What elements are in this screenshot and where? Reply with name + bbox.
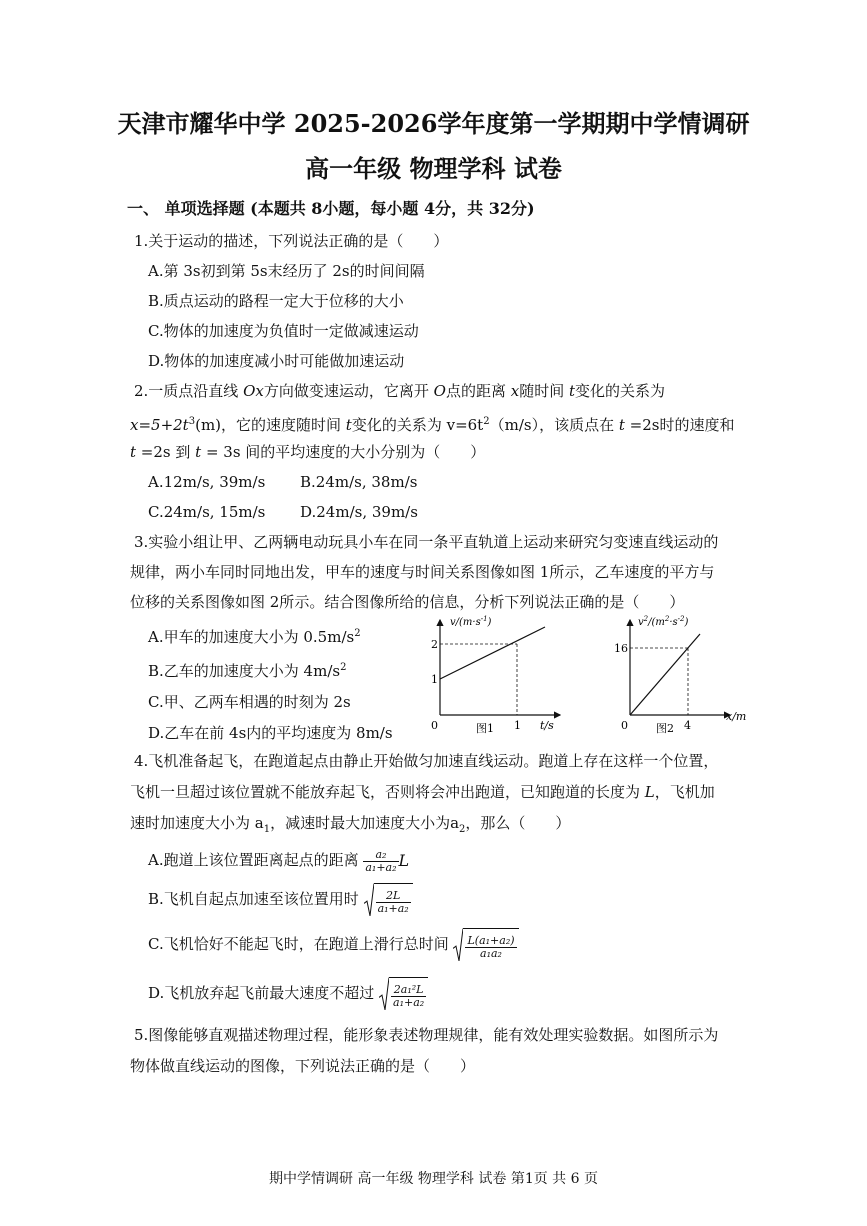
q2-sup: 3 <box>188 416 196 427</box>
q2-var-o: O <box>433 382 446 400</box>
q2-text: (m)，它的速度随时间 <box>195 416 346 434</box>
q2-text: 变化的关系为 v=6t <box>351 416 484 434</box>
q4-option-c-text: C.飞机恰好不能起飞时，在跑道上滑行总时间 <box>148 935 454 953</box>
q3-option-a-sup: 2 <box>354 628 361 639</box>
q2-text: （m/s），该质点在 <box>489 416 619 434</box>
q3-option-a-text: A.甲车的加速度大小为 0.5m/s <box>148 628 355 646</box>
q2-option-d: D.24m/s, 39m/s <box>300 503 418 521</box>
q4-option-a <box>148 845 409 876</box>
frac-numerator: a₂ <box>363 849 398 862</box>
fig1-tick-y1: 1 <box>431 673 438 686</box>
fig1-origin: 0 <box>431 719 438 732</box>
fig2-line <box>630 634 700 715</box>
fig1-ylabel: $v/(m\cdot s^{-1})$ <box>450 615 492 628</box>
q1-option-a: A.第 3s初到第 5s末经历了 2s的时间间隔 <box>148 262 425 280</box>
figure-2-v2x-graph <box>612 612 754 738</box>
q3-line3: 位移的关系图像如图 2所示。结合图像所给的信息，分析下列说法正确的是（ ） <box>130 593 685 611</box>
sqrt-symbol <box>453 928 518 962</box>
q4-option-c <box>148 928 519 962</box>
q4-text: 速时加速度大小为 a <box>130 814 264 832</box>
q2-text: 随时间 <box>519 382 569 400</box>
frac-numerator: L(a₁+a₂) <box>467 933 515 947</box>
q2-text: 点的距离 <box>445 382 511 400</box>
q4-line2 <box>130 783 715 801</box>
q2-text: 方向做变速运动，它离开 <box>263 382 434 400</box>
q2-line3 <box>130 443 485 461</box>
frac-numerator: 2a₁²L <box>391 984 426 997</box>
exam-subtitle: 高一年级 物理学科 试卷 <box>305 154 562 183</box>
fig2-tick-y: 16 <box>614 642 628 655</box>
q5-line2: 物体做直线运动的图像，下列说法正确的是（ ） <box>130 1057 476 1075</box>
q4-var-l: L <box>398 851 410 870</box>
fig1-caption: 图1 <box>476 722 494 735</box>
q2-var-x: x <box>510 382 520 400</box>
q2-text: =2s时的速度和 <box>624 416 735 434</box>
fig1-line <box>440 627 545 679</box>
radical-icon <box>453 928 463 962</box>
page-footer: 期中学情调研 高一年级 物理学科 试卷 第1页 共 6 页 <box>269 1171 598 1187</box>
q4-option-d-text: D.飞机放弃起飞前最大速度不超过 <box>148 984 380 1002</box>
fig2-ylabel: $v^2/(m^2\cdot s^{-2})$ <box>638 615 689 628</box>
q3-option-b-text: B.乙车的加速度大小为 4m/s <box>148 662 341 680</box>
q5-line1: 5.图像能够直观描述物理过程，能形象表述物理规律，能有效处理实验数据。如图所示为 <box>134 1026 719 1044</box>
q4-text: ，减速时最大加速度大小为a <box>270 814 460 832</box>
radical-icon <box>379 977 389 1011</box>
q1-option-b: B.质点运动的路程一定大于位移的大小 <box>148 292 404 310</box>
q3-option-b-sup: 2 <box>340 662 347 673</box>
q2-option-c: C.24m/s, 15m/s <box>148 503 266 521</box>
q4-option-b-text: B.飞机自起点加速至该位置用时 <box>148 890 364 908</box>
exam-title: 天津市耀华中学 2025-2026学年度第一学期期中学情调研 <box>117 109 750 138</box>
q2-var-t: t <box>568 382 576 400</box>
frac-denominator: a₁+a₂ <box>365 860 397 874</box>
frac-denominator: a₁a₂ <box>480 946 502 960</box>
q2-sup: 2 <box>483 416 490 427</box>
q2-text: = 3s 间的平均速度的大小分别为（ ） <box>201 443 486 461</box>
q4-sub: 1 <box>263 824 271 835</box>
q4-option-a-fraction <box>363 849 398 874</box>
q2-var-t: t <box>618 416 625 434</box>
q3-option-a <box>148 625 361 646</box>
q1-option-c: C.物体的加速度为负值时一定做减速运动 <box>148 322 419 340</box>
fig2-tick-x: 4 <box>684 719 691 732</box>
q1-option-d: D.物体的加速度减小时可能做加速运动 <box>148 352 405 370</box>
q1-stem: 1.关于运动的描述，下列说法正确的是（ ） <box>134 232 449 250</box>
q2-var-t: t <box>195 443 202 461</box>
q3-line2: 规律，两小车同时同地出发，甲车的速度与时间关系图像如图 1所示，乙车速度的平方与 <box>130 563 715 581</box>
q2-var-t: t <box>130 443 137 461</box>
fig2-xlabel: x/m <box>726 710 747 723</box>
q2-text: 变化的关系为 <box>575 382 666 400</box>
q3-line1: 3.实验小组让甲、乙两辆电动玩具小车在同一条平直轨道上运动来研究匀变速直线运动的 <box>134 533 719 551</box>
fig1-tick-y2: 2 <box>431 638 438 651</box>
q4-line1: 4.飞机准备起飞，在跑道起点由静止开始做匀加速直线运动。跑道上存在这样一个位置， <box>134 752 719 770</box>
q2-var-ox: Ox <box>243 382 264 400</box>
q2-option-a: A.12m/s, 39m/s <box>148 473 266 491</box>
q4-text: 飞机一旦超过该位置就不能放弃起飞，否则将会冲出跑道，已知跑道的长度为 <box>130 783 645 801</box>
q2-var-t: t <box>345 416 352 434</box>
fig2-origin: 0 <box>621 719 628 732</box>
q2-option-b: B.24m/s, 38m/s <box>300 473 418 491</box>
q4-var-l: L <box>644 783 655 801</box>
sqrt-symbol <box>364 883 413 917</box>
q4-text: ，那么（ ） <box>465 814 571 832</box>
q3-option-d: D.乙车在前 4s内的平均速度为 8m/s <box>148 724 393 742</box>
section-heading: 一、 单项选择题 (本题共 8小题，每小题 4分，共 32分) <box>127 199 535 218</box>
q4-option-a-text: A.跑道上该位置距离起点的距离 <box>148 851 364 869</box>
q3-option-c: C.甲、乙两车相遇的时刻为 2s <box>148 693 351 711</box>
fig2-caption: 图2 <box>656 722 674 735</box>
q4-sub: 2 <box>459 824 466 835</box>
q2-line2 <box>130 413 734 434</box>
fig1-xlabel: t/s <box>540 719 554 732</box>
q2-text: =2s 到 <box>136 443 196 461</box>
figure-1-vt-graph <box>420 612 570 738</box>
sqrt-symbol <box>379 977 428 1011</box>
q3-option-b <box>148 659 346 680</box>
q2-text: 2.一质点沿直线 <box>134 382 244 400</box>
q4-line3 <box>130 814 570 839</box>
frac-denominator: a₁+a₂ <box>393 995 425 1009</box>
q2-line1 <box>134 382 665 400</box>
fig1-tick-x1: 1 <box>514 719 521 732</box>
q4-option-d <box>148 977 428 1011</box>
q4-text: ，飞机加 <box>654 783 715 801</box>
frac-numerator: 2L <box>376 890 411 903</box>
frac-denominator: a₁+a₂ <box>377 901 409 915</box>
radical-icon <box>364 883 374 917</box>
q4-option-b <box>148 883 413 917</box>
q2-equation: x=5+2t <box>130 416 189 434</box>
